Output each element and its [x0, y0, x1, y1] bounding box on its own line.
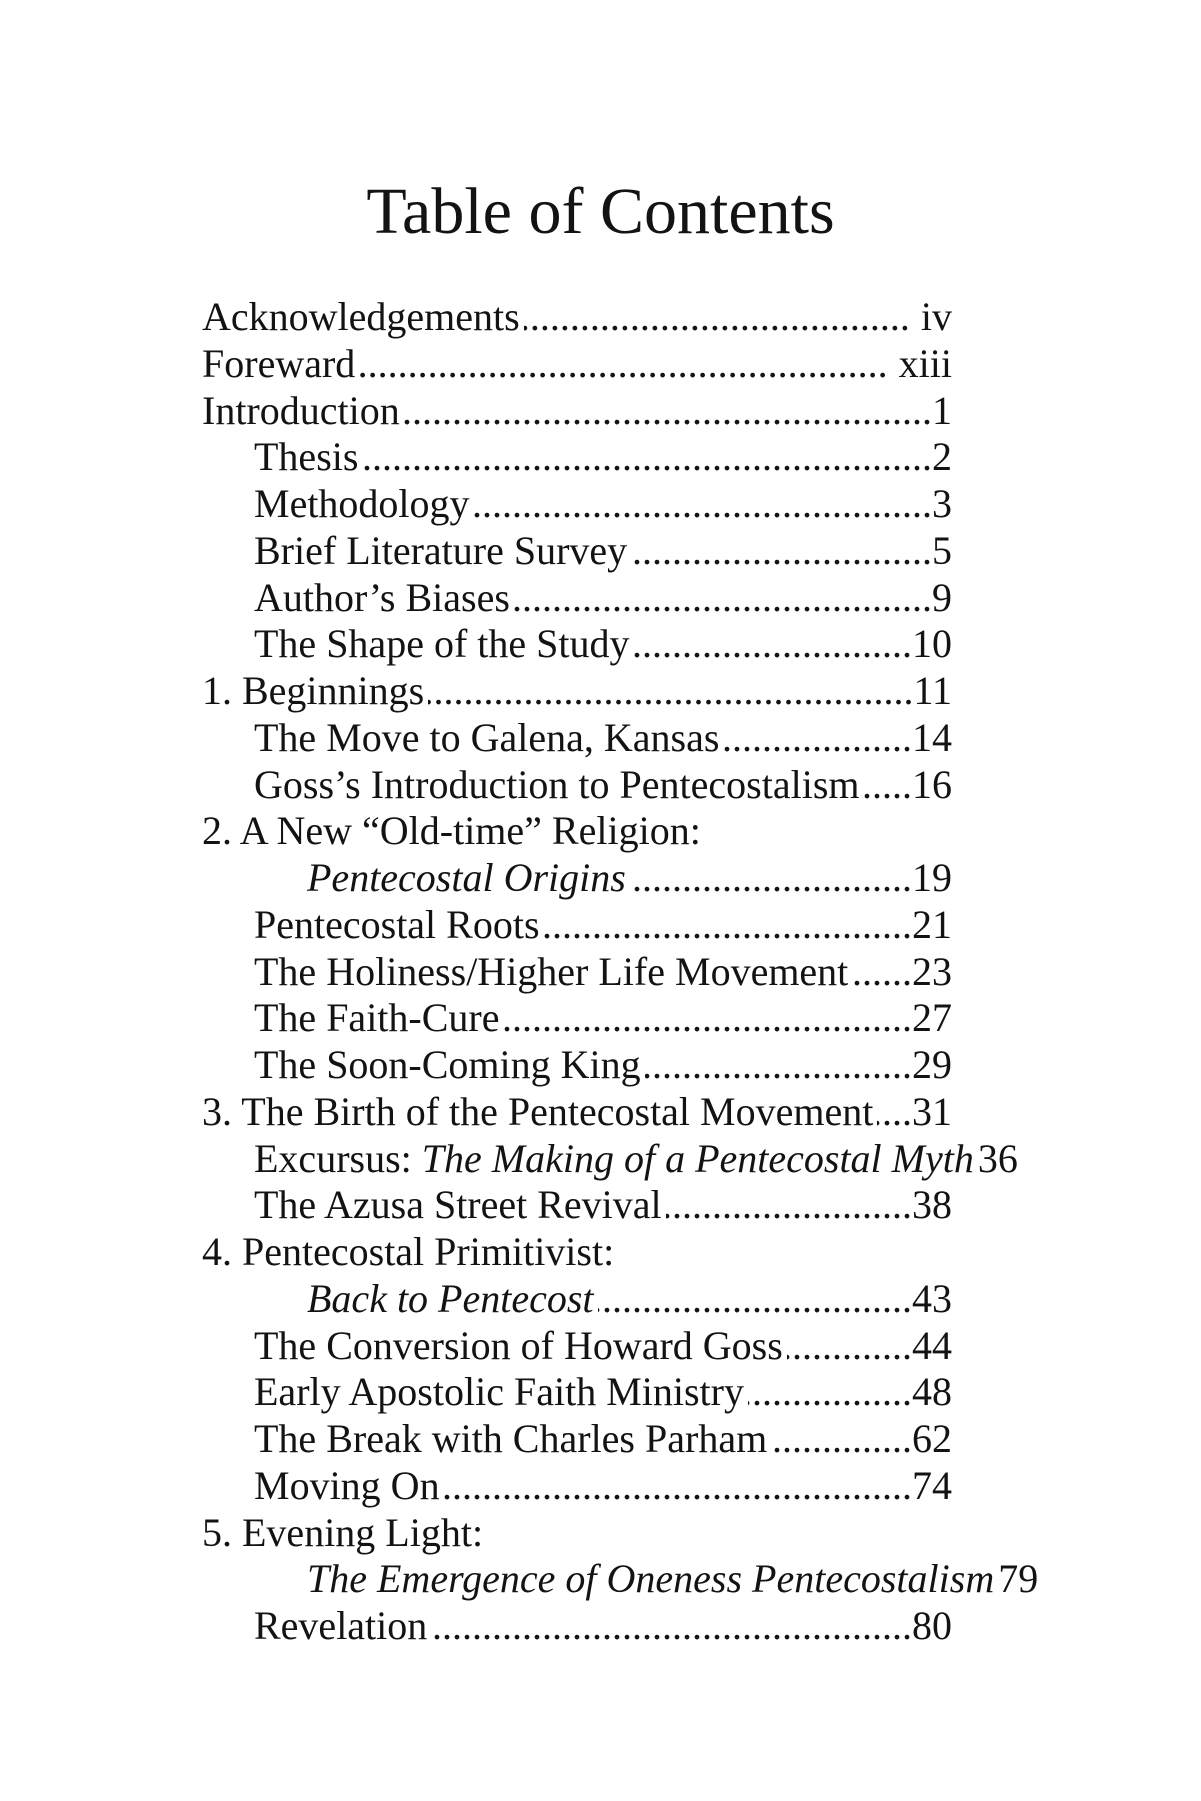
entry-label — [202, 1229, 614, 1276]
leader-dots — [359, 341, 887, 388]
page-number: 38 — [912, 1182, 952, 1228]
leader-dots — [645, 1042, 912, 1089]
entry-label-prefix: Excursus: — [254, 1135, 422, 1181]
entry-label — [254, 575, 510, 622]
entry-label-text: The Faith-Cure — [254, 995, 500, 1041]
toc-entry — [202, 715, 952, 762]
toc-entry — [202, 1042, 952, 1089]
toc-entry — [202, 1416, 952, 1463]
toc-entry — [202, 528, 952, 575]
toc-entry — [202, 1135, 1018, 1183]
toc-entry — [202, 481, 952, 528]
toc-entry — [202, 575, 952, 622]
entry-label-text: The Holiness/Higher Life Movement — [254, 948, 849, 994]
toc-entry — [202, 762, 952, 809]
page-number: 3 — [932, 481, 952, 526]
page-number: 19 — [912, 855, 952, 900]
toc-list — [202, 294, 1039, 1650]
page-number: 14 — [912, 714, 952, 760]
page-number: xiii — [898, 340, 952, 386]
toc-entry — [202, 1510, 952, 1557]
entry-label — [202, 808, 701, 855]
page-number: 36 — [977, 1135, 1018, 1181]
entry-label-text: Pentecostal Origins — [307, 855, 626, 900]
page-number: 44 — [912, 1322, 952, 1368]
entry-label — [254, 1136, 974, 1183]
entry-label-text: The Conversion of Howard Goss — [254, 1322, 783, 1368]
leader-dots — [474, 481, 932, 528]
entry-label-text: Foreward — [202, 340, 356, 386]
page-number: 80 — [912, 1603, 952, 1648]
page-number: iv — [920, 294, 952, 339]
leader-dots — [864, 762, 912, 809]
entry-label-text: The Making of a Pentecostal Myth — [421, 1135, 974, 1181]
entry-label — [254, 481, 470, 528]
toc-entry — [202, 995, 952, 1042]
entry-label — [254, 1042, 641, 1089]
page-number: 11 — [913, 668, 952, 713]
entry-label — [254, 528, 627, 575]
toc-entry — [202, 1276, 952, 1323]
leader-dots — [598, 1276, 912, 1323]
page-number: 31 — [912, 1088, 952, 1134]
entry-label — [202, 294, 520, 341]
toc-entry — [202, 1089, 952, 1136]
leader-dots — [544, 902, 912, 949]
page-number: 23 — [912, 948, 952, 994]
toc-entry — [202, 1463, 952, 1510]
page-number: 48 — [912, 1369, 952, 1415]
entry-label-text: Thesis — [254, 434, 359, 480]
toc-entry — [202, 949, 952, 996]
toc-entry — [202, 1369, 952, 1416]
page-title: Table of Contents — [366, 175, 835, 249]
toc-entry — [202, 1182, 952, 1229]
toc-entry — [202, 1556, 1039, 1603]
leader-dots — [634, 621, 913, 668]
leader-dots — [723, 715, 912, 762]
leader-dots — [514, 575, 932, 622]
entry-label — [254, 902, 540, 949]
page-number: 79 — [998, 1556, 1039, 1602]
toc-entry — [202, 1229, 952, 1276]
toc-entry — [202, 1603, 952, 1650]
toc-entry — [202, 388, 952, 435]
entry-label-text: Early Apostolic Faith Ministry — [254, 1369, 744, 1415]
entry-label — [202, 388, 400, 435]
page-number: 21 — [912, 901, 952, 947]
entry-label-text: Moving On — [254, 1462, 440, 1508]
page-number: 2 — [932, 434, 952, 480]
leader-dots — [362, 434, 932, 481]
toc-entry — [202, 902, 952, 949]
entry-label-text: Acknowledgements — [202, 294, 520, 339]
entry-label-text: Back to Pentecost — [307, 1275, 594, 1321]
page-number: 10 — [912, 621, 952, 667]
entry-label — [254, 1323, 783, 1370]
toc-entry — [202, 294, 952, 341]
leader-dots — [404, 388, 932, 435]
leader-dots — [787, 1323, 912, 1370]
leader-dots — [630, 855, 912, 902]
entry-label-text: Revelation — [254, 1603, 428, 1648]
toc-entry — [202, 341, 952, 388]
entry-label-text: The Move to Galena, Kansas — [254, 714, 720, 760]
entry-label-text: 1. Beginnings — [202, 668, 425, 713]
leader-dots — [877, 1089, 912, 1136]
leader-dots — [504, 995, 913, 1042]
leader-dots — [428, 668, 913, 715]
page-number: 27 — [912, 995, 952, 1041]
toc-entry — [202, 808, 952, 855]
entry-label — [254, 949, 848, 996]
entry-label-text: Pentecostal Roots — [254, 901, 540, 947]
page-number: 74 — [912, 1462, 952, 1508]
leader-dots — [524, 294, 910, 341]
toc-entry — [202, 621, 952, 668]
entry-label — [254, 762, 860, 809]
entry-label-text: Author’s Biases — [254, 574, 510, 620]
page-number: 16 — [912, 761, 952, 807]
toc-entry — [202, 1323, 952, 1370]
entry-label-text: Methodology — [254, 481, 470, 526]
leader-dots — [771, 1416, 912, 1463]
toc-entry — [202, 434, 952, 481]
entry-label — [202, 668, 424, 715]
entry-label — [254, 1463, 440, 1510]
page-number: 5 — [932, 527, 952, 573]
entry-label — [307, 1556, 994, 1603]
leader-dots — [431, 1603, 912, 1650]
page-number: 29 — [912, 1042, 952, 1087]
entry-label — [254, 434, 358, 481]
leader-dots — [748, 1369, 912, 1416]
page-number: 43 — [912, 1275, 952, 1321]
entry-label-text: The Azusa Street Revival — [254, 1182, 662, 1228]
page-number: 9 — [932, 574, 952, 620]
page-number: 1 — [932, 387, 952, 433]
entry-label — [254, 1603, 427, 1650]
leader-dots — [852, 949, 912, 996]
entry-label-text: The Shape of the Study — [254, 621, 630, 667]
entry-label — [254, 1182, 662, 1229]
entry-label — [254, 995, 500, 1042]
entry-label — [254, 621, 630, 668]
toc-entry — [202, 668, 952, 715]
entry-label-text: 3. The Birth of the Pentecostal Movement — [202, 1088, 874, 1134]
leader-dots — [444, 1463, 912, 1510]
entry-label-text: The Break with Charles Parham — [254, 1416, 768, 1461]
page-number: 62 — [912, 1416, 952, 1461]
toc-entry — [202, 855, 952, 902]
entry-label — [254, 715, 719, 762]
entry-label-text: 2. A New “Old-time” Religion: — [202, 808, 701, 854]
entry-label — [202, 1089, 873, 1136]
entry-label — [202, 1510, 483, 1557]
entry-label-text: Brief Literature Survey — [254, 527, 628, 573]
entry-label-text: The Soon-Coming King — [254, 1042, 641, 1087]
entry-label-text: 5. Evening Light: — [202, 1509, 484, 1555]
entry-label-text: 4. Pentecostal Primitivist: — [202, 1229, 615, 1274]
entry-label — [307, 1276, 594, 1323]
entry-label-text: Introduction — [202, 387, 400, 433]
entry-label — [202, 341, 355, 388]
entry-label — [307, 855, 626, 902]
entry-label — [254, 1416, 767, 1463]
leader-dots — [631, 528, 932, 575]
entry-label — [254, 1369, 744, 1416]
leader-dots — [666, 1182, 912, 1229]
entry-label-text: Goss’s Introduction to Pentecostalism — [254, 761, 860, 807]
entry-label-text: The Emergence of Oneness Pentecostalism — [307, 1556, 995, 1602]
